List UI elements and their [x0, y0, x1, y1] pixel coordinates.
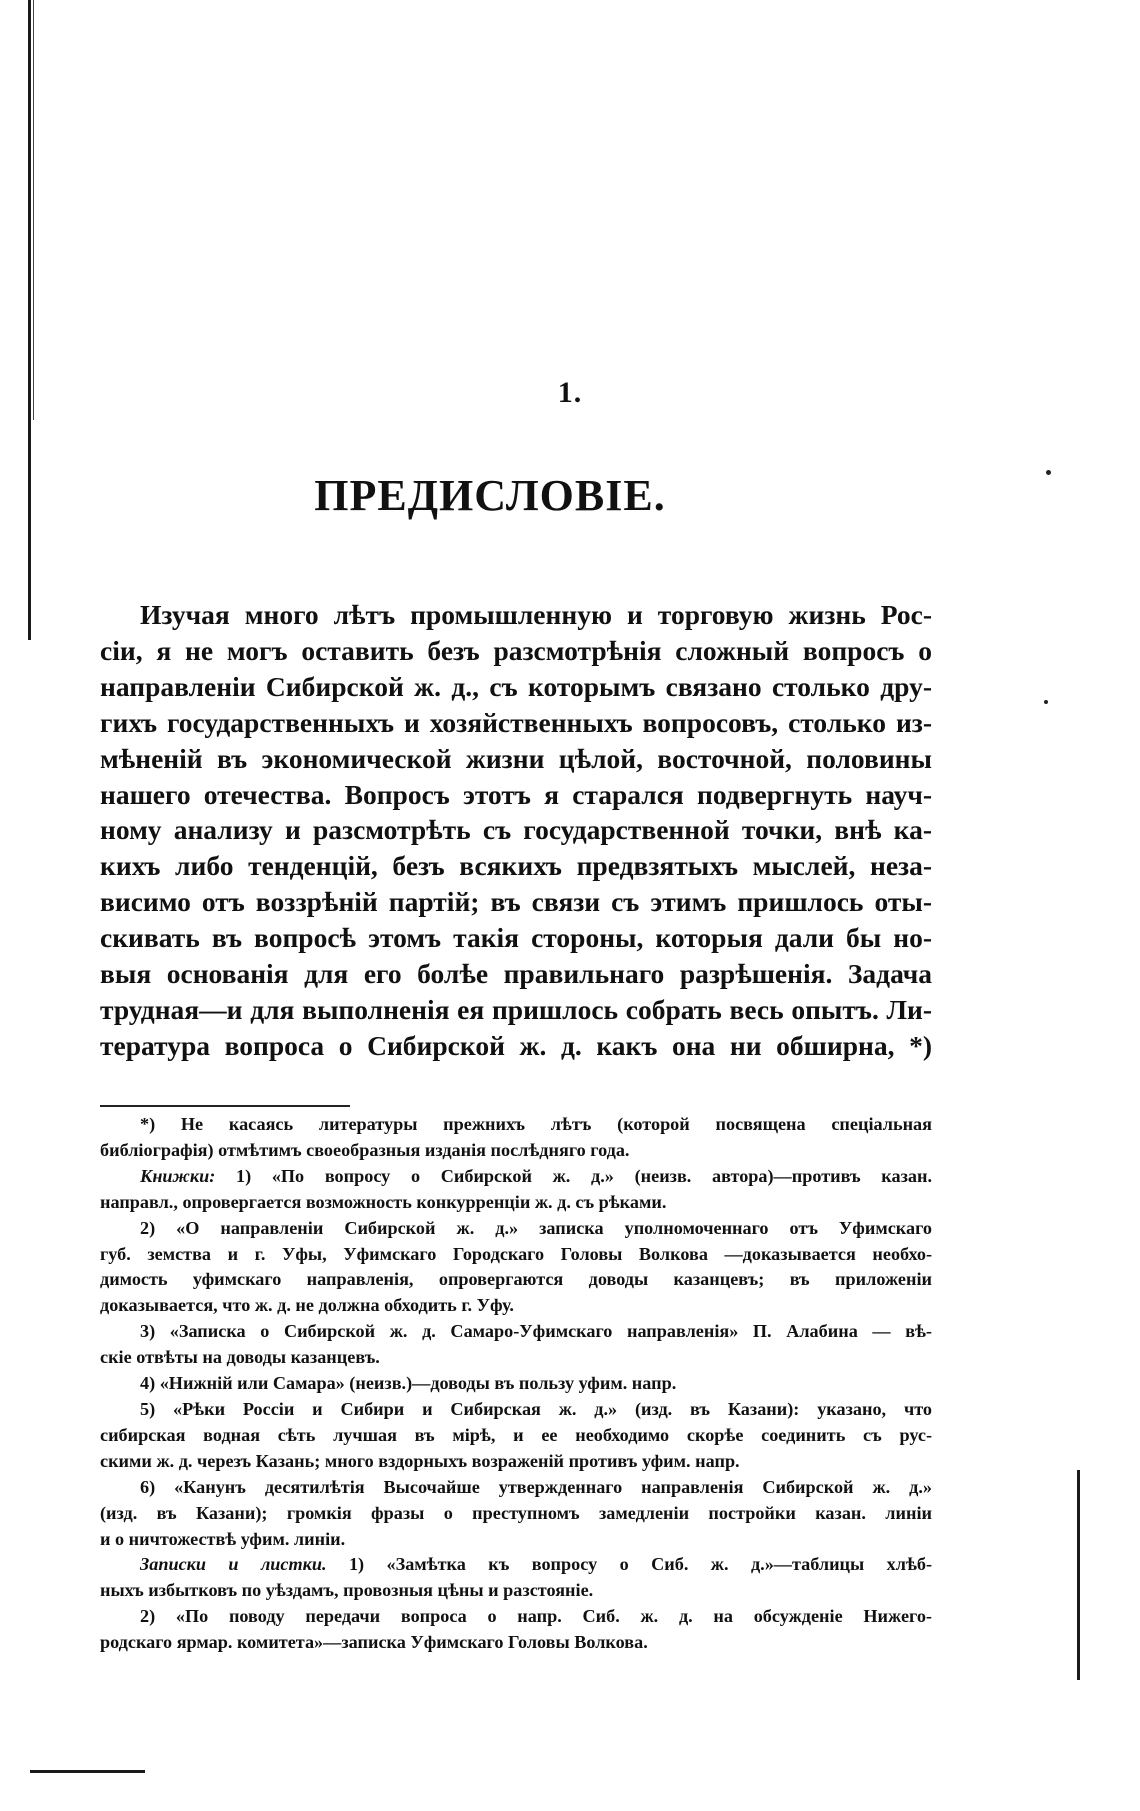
chapter-title: ПРЕДИСЛОВІЕ. — [314, 471, 666, 520]
footnote-line: 3) «Записка о Сибирской ж. д. Самаро-Уфимскаго направленія» П. Алабина — вѣ- — [140, 1321, 932, 1342]
footnote-line: родскаго ярмар. комитета»—записка Уфимскаго Головы Волкова. — [100, 1632, 648, 1653]
notes-label: Записки и листки. — [140, 1554, 327, 1575]
chapter-number: 1. — [557, 376, 583, 409]
books-label: Книжки: — [140, 1165, 216, 1186]
body-line: кихъ либо тенденцій, безъ всякихъ предвзятыхъ мыслей, неза- — [100, 850, 932, 882]
footnote-line: направл., опровергается возможность конкурренціи ж. д. съ рѣками. — [100, 1191, 667, 1212]
footnote-line: губ. земства и г. Уфы, Уфимскаго Городскаго Головы Волкова —доказывается необхо- — [100, 1243, 932, 1264]
body-line: выя основанія для его болѣе правильнаго разрѣшенія. Задача — [100, 958, 932, 990]
footnote-line: (изд. въ Казани); громкія фразы о преступномъ замедленіи постройки казан. линіи — [100, 1502, 932, 1523]
body-line: направленіи Сибирской ж. д., съ которымъ связано столько дру- — [100, 670, 932, 702]
footnote-line — [100, 1164, 932, 1190]
footnote-line: скіе отвѣты на доводы казанцевъ. — [100, 1347, 380, 1368]
body-line: скивать въ вопросѣ этомъ такія стороны, которыя дали бы но- — [100, 922, 932, 954]
footnote-line: ныхъ избытковъ по уѣздамъ, провозныя цѣны и разстояніе. — [100, 1580, 594, 1601]
body-paragraph — [100, 597, 932, 1064]
footnote-line: доказывается, что ж. д. не должна обходить г. Уфу. — [100, 1295, 514, 1316]
body-line: гихъ государственныхъ и хозяйственныхъ вопросовъ, столько из- — [100, 706, 932, 738]
body-line: нашего отечества. Вопросъ этотъ я старался подвергнуть науч- — [100, 778, 932, 810]
footnote-line: и о ничтожествѣ уфим. линіи. — [100, 1528, 346, 1549]
footnote-line: 2) «О направленіи Сибирской ж. д.» записка уполномоченнаго отъ Уфимскаго — [140, 1217, 932, 1238]
footnotes — [100, 1112, 932, 1656]
body-line: ному анализу и разсмотрѣть съ государственной точки, внѣ ка- — [100, 814, 932, 846]
scan-edge-left — [28, 0, 31, 640]
footnote-text: 1) «По вопросу о Сибирской ж. д.» (неизв. автора)—противъ казан. — [235, 1165, 932, 1186]
footnote-line: сибирская водная сѣть лучшая въ мірѣ, и ее необходимо скорѣе соединить съ рус- — [100, 1424, 932, 1445]
footnote-line: 2) «По поводу передачи вопроса о напр. Сиб. ж. д. на обсужденіе Нижего- — [140, 1606, 932, 1627]
footnote-line: димость уфимскаго направленія, опровергаются доводы казанцевъ; въ приложеніи — [100, 1269, 932, 1290]
scan-edge-bottom — [30, 1770, 145, 1773]
body-line: мѣненій въ экономической жизни цѣлой, восточной, половины — [100, 742, 932, 774]
body-line: трудная—и для выполненія ея пришлось собрать весь опытъ. Ли- — [100, 993, 932, 1025]
footnote-text: 1) «Замѣтка къ вопросу о Сиб. ж. д.»—таблицы хлѣб- — [348, 1554, 933, 1575]
footnote-line: библіографія) отмѣтимъ своеобразныя изданія послѣдняго года. — [100, 1139, 630, 1160]
scan-edge-right — [1077, 1470, 1080, 1680]
footnote-line — [100, 1552, 932, 1578]
body-line: Изучая много лѣтъ промышленную и торговую жизнь Рос- — [140, 599, 932, 630]
scan-speck — [1044, 700, 1048, 704]
scan-speck — [1046, 470, 1051, 475]
scan-edge-left-inner — [33, 0, 34, 420]
footnote-line: 6) «Канунъ десятилѣтія Высочайше утвержденнаго направленія Сибирской ж. д.» — [140, 1476, 932, 1497]
footnote-line: скими ж. д. черезъ Казань; много вздорныхъ возраженій противъ уфим. напр. — [100, 1450, 740, 1471]
body-line: висимо отъ воззрѣній партій; въ связи съ этимъ пришлось оты- — [100, 886, 932, 918]
footnote-line: *) Не касаясь литературы прежнихъ лѣтъ (которой посвящена спеціальная — [140, 1114, 932, 1134]
body-line: тература вопроса о Сибирской ж. д. какъ она ни обширна, *) — [100, 1029, 932, 1061]
body-line: сіи, я не могъ оставить безъ разсмотрѣнія сложный вопросъ о — [100, 634, 932, 666]
footnote-line: 4) «Нижній или Самара» (неизв.)—доводы въ пользу уфим. напр. — [140, 1373, 677, 1394]
footnote-separator — [100, 1105, 350, 1107]
footnote-line: 5) «Рѣки Россіи и Сибири и Сибирская ж. д.» (изд. въ Казани): указано, что — [140, 1398, 932, 1419]
